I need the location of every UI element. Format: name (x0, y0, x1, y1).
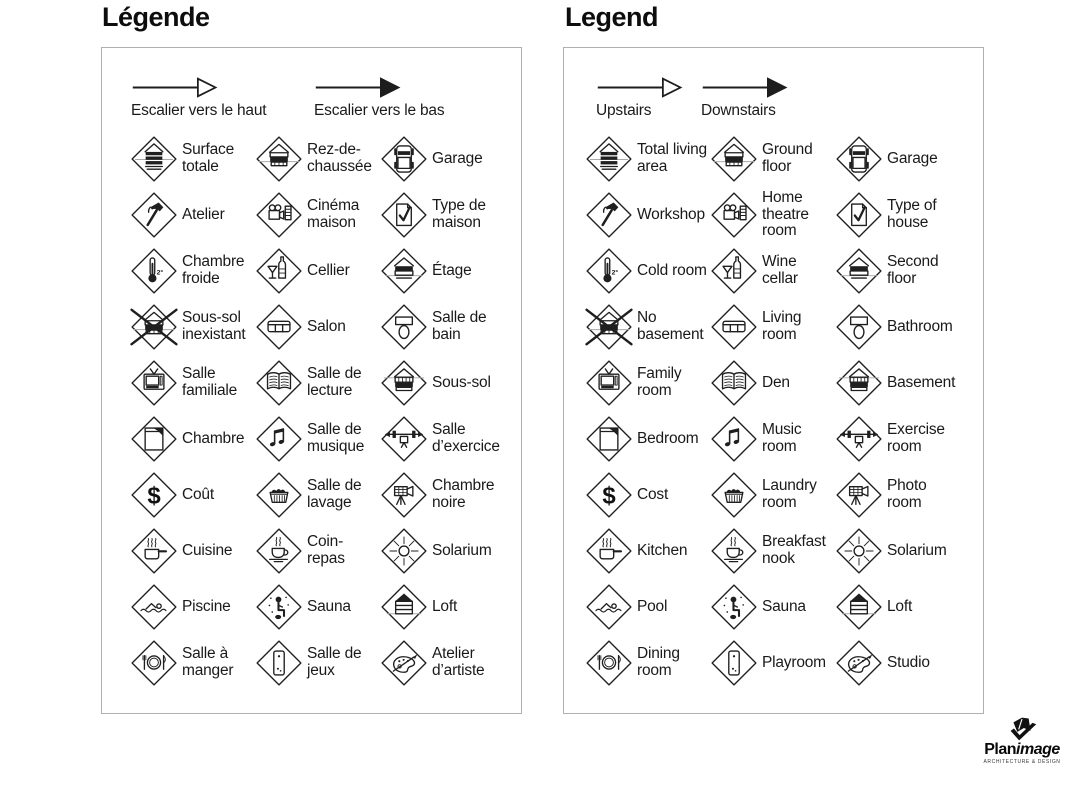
legend-item-label: No basement (637, 309, 704, 343)
arrow-up-icon (596, 76, 684, 99)
type-of-house-icon (834, 190, 884, 240)
legend-item-label: Loft (887, 597, 913, 615)
legend-item-basement (379, 358, 504, 408)
legend-item-label: Cellier (307, 261, 350, 279)
legend-item-wine-cellar (709, 246, 834, 296)
arrow-down-icon (701, 76, 789, 99)
legend-item-label: Salle de lavage (307, 477, 362, 511)
legend-item-label: Cuisine (182, 541, 233, 559)
legend-item-bathroom (834, 302, 959, 352)
total-living-area-icon (584, 134, 634, 184)
legend-item-home-theatre (709, 190, 834, 240)
legend-item-breakfast-nook (254, 526, 379, 576)
legend-item-label: Second floor (887, 253, 939, 287)
stairs-down-label: Escalier vers le bas (314, 102, 445, 119)
second-floor-icon (379, 246, 429, 296)
legend-item-label: Ground floor (762, 141, 813, 175)
legend-item-playroom (709, 638, 834, 688)
family-room-icon (584, 358, 634, 408)
type-of-house-icon (379, 190, 429, 240)
solarium-icon (834, 526, 884, 576)
legend-item-photo-room (379, 470, 504, 520)
legend-item-label: Coin-repas (307, 533, 345, 567)
stairs-down-arrow (314, 76, 444, 120)
legend-item-label: Salle familiale (182, 365, 238, 399)
second-floor-icon (834, 246, 884, 296)
stairs-up-arrow (596, 76, 684, 120)
legend-panel-french (101, 47, 522, 714)
legend-item-exercise-room (834, 414, 959, 464)
planimage-logo-icon (1003, 714, 1041, 744)
legend-item-label: Salle à manger (182, 645, 234, 679)
kitchen-icon (129, 526, 179, 576)
legend-item-studio (379, 638, 504, 688)
legend-item-label: Pool (637, 597, 668, 615)
legend-item-family-room (129, 358, 254, 408)
legend-item-label: Photo room (887, 477, 927, 511)
living-room-icon (254, 302, 304, 352)
bedroom-icon (584, 414, 634, 464)
sauna-icon (254, 582, 304, 632)
legend-grid-french (129, 131, 504, 691)
svg-text:$: $ (602, 482, 616, 510)
legend-item-label: Wine cellar (762, 253, 798, 287)
stairs-up-label: Escalier vers le haut (131, 102, 267, 119)
legend-item-ground-floor (709, 134, 834, 184)
legend-item-kitchen (584, 526, 709, 576)
legend-item-label: Salle de bain (432, 309, 487, 343)
legend-item-label: Music room (762, 421, 802, 455)
legend-item-label: Loft (432, 597, 458, 615)
legend-item-cost (584, 470, 709, 520)
legend-item-label: Chambre (182, 429, 245, 447)
legend-item-family-room (584, 358, 709, 408)
den-icon (709, 358, 759, 408)
pool-icon (129, 582, 179, 632)
legend-item-sauna (254, 582, 379, 632)
legend-item-wine-cellar (254, 246, 379, 296)
legend-item-label: Living room (762, 309, 802, 343)
legend-item-label: Exercise room (887, 421, 945, 455)
legend-item-label: Coût (182, 485, 214, 503)
pool-icon (584, 582, 634, 632)
svg-text:2°: 2° (611, 269, 619, 277)
legend-item-label: Home theatre room (762, 188, 809, 240)
dining-room-icon (129, 638, 179, 688)
stairs-up-arrow (131, 76, 266, 120)
legend-item-label: Solarium (432, 541, 492, 559)
legend-item-label: Sauna (307, 597, 351, 615)
workshop-icon (129, 190, 179, 240)
legend-item-label: Studio (887, 653, 930, 671)
legend-item-garage (379, 134, 504, 184)
loft-icon (834, 582, 884, 632)
playroom-icon (709, 638, 759, 688)
music-room-icon (254, 414, 304, 464)
legend-item-label: Rez-de-chaussée (307, 141, 372, 175)
legend-item-label: Cold room (637, 261, 707, 279)
no-basement-icon (129, 302, 179, 352)
legend-item-pool (584, 582, 709, 632)
wine-cellar-icon (254, 246, 304, 296)
stairs-down-arrow (701, 76, 789, 120)
legend-item-label: Basement (887, 373, 956, 391)
exercise-room-icon (834, 414, 884, 464)
kitchen-icon (584, 526, 634, 576)
legend-item-label: Bathroom (887, 317, 953, 335)
legend-item-kitchen (129, 526, 254, 576)
legend-item-label: Chambre froide (182, 253, 245, 287)
legend-item-label: Surface totale (182, 141, 235, 175)
legend-item-second-floor (379, 246, 504, 296)
loft-icon (379, 582, 429, 632)
legend-item-label: Sous-sol (432, 373, 491, 391)
legend-item-label: Den (762, 373, 790, 391)
playroom-icon (254, 638, 304, 688)
legend-item-label: Piscine (182, 597, 231, 615)
legend-item-sauna (709, 582, 834, 632)
home-theatre-icon (254, 190, 304, 240)
legend-item-loft (379, 582, 504, 632)
legend-item-dining-room (129, 638, 254, 688)
legend-item-photo-room (834, 470, 959, 520)
legend-item-den (254, 358, 379, 408)
legend-item-basement (834, 358, 959, 408)
legend-item-cost (129, 470, 254, 520)
studio-icon (834, 638, 884, 688)
legend-item-label: Kitchen (637, 541, 688, 559)
photo-room-icon (379, 470, 429, 520)
cold-room-icon (129, 246, 179, 296)
legend-item-label: Breakfast nook (762, 533, 826, 567)
legend-item-pool (129, 582, 254, 632)
legend-item-breakfast-nook (709, 526, 834, 576)
bathroom-icon (379, 302, 429, 352)
legend-item-type-of-house (834, 190, 959, 240)
breakfast-nook-icon (709, 526, 759, 576)
legend-item-label: Cinéma maison (307, 197, 360, 231)
legend-item-exercise-room (379, 414, 504, 464)
legend-item-solarium (379, 526, 504, 576)
legend-item-label: Cost (637, 485, 669, 503)
legend-item-cold-room (129, 246, 254, 296)
dining-room-icon (584, 638, 634, 688)
legend-item-label: Salon (307, 317, 346, 335)
music-room-icon (709, 414, 759, 464)
legend-item-workshop (584, 190, 709, 240)
legend-item-label: Laundry room (762, 477, 817, 511)
legend-item-home-theatre (254, 190, 379, 240)
svg-text:2°: 2° (156, 269, 164, 277)
legend-item-label: Atelier d’artiste (432, 645, 485, 679)
legend-item-music-room (254, 414, 379, 464)
arrow-up-icon (131, 76, 219, 99)
legend-item-bedroom (129, 414, 254, 464)
legend-item-label: Chambre noire (432, 477, 495, 511)
legend-item-bedroom (584, 414, 709, 464)
svg-text:$: $ (147, 482, 161, 510)
stairs-down-label: Downstairs (701, 102, 776, 119)
legend-item-label: Family room (637, 365, 682, 399)
legend-item-label: Étage (432, 261, 472, 279)
legend-item-playroom (254, 638, 379, 688)
legend-item-label: Garage (887, 149, 938, 167)
laundry-room-icon (709, 470, 759, 520)
studio-icon (379, 638, 429, 688)
planimage-tagline: ARCHITECTURE & DESIGN (983, 759, 1061, 765)
breakfast-nook-icon (254, 526, 304, 576)
legend-item-laundry-room (709, 470, 834, 520)
stairs-up-label: Upstairs (596, 102, 652, 119)
legend-item-label: Type de maison (432, 197, 486, 231)
legend-item-type-of-house (379, 190, 504, 240)
legend-item-studio (834, 638, 959, 688)
legend-item-label: Sauna (762, 597, 806, 615)
arrow-down-icon (314, 76, 402, 99)
legend-item-label: Total living area (637, 141, 707, 175)
laundry-room-icon (254, 470, 304, 520)
legend-item-workshop (129, 190, 254, 240)
wine-cellar-icon (709, 246, 759, 296)
legend-panel-english (563, 47, 984, 714)
planimage-logo (972, 714, 1072, 765)
bedroom-icon (129, 414, 179, 464)
legend-item-label: Dining room (637, 645, 680, 679)
exercise-room-icon (379, 414, 429, 464)
basement-icon (834, 358, 884, 408)
basement-icon (379, 358, 429, 408)
solarium-icon (379, 526, 429, 576)
home-theatre-icon (709, 190, 759, 240)
legend-item-label: Type of house (887, 197, 937, 231)
cold-room-icon (584, 246, 634, 296)
legend-item-ground-floor (254, 134, 379, 184)
legend-item-total-living-area (584, 134, 709, 184)
garage-icon (834, 134, 884, 184)
legend-item-label: Atelier (182, 205, 225, 223)
legend-item-bathroom (379, 302, 504, 352)
legend-item-label: Salle de lecture (307, 365, 362, 399)
legend-item-living-room (709, 302, 834, 352)
legend-item-label: Bedroom (637, 429, 699, 447)
legend-item-label: Solarium (887, 541, 947, 559)
legend-item-label: Playroom (762, 653, 826, 671)
legend-item-second-floor (834, 246, 959, 296)
legend-item-den (709, 358, 834, 408)
sauna-icon (709, 582, 759, 632)
den-icon (254, 358, 304, 408)
living-room-icon (709, 302, 759, 352)
photo-room-icon (834, 470, 884, 520)
legend-item-dining-room (584, 638, 709, 688)
legend-item-label: Sous-sol inexistant (182, 309, 246, 343)
legend-grid-english (584, 131, 959, 691)
planimage-brand: Planimage (984, 741, 1060, 758)
legend-item-label: Workshop (637, 205, 705, 223)
garage-icon (379, 134, 429, 184)
legend-item-label: Salle d’exercice (432, 421, 500, 455)
legend-item-music-room (709, 414, 834, 464)
legend-item-solarium (834, 526, 959, 576)
legend-item-living-room (254, 302, 379, 352)
legend-item-no-basement (129, 302, 254, 352)
ground-floor-icon (709, 134, 759, 184)
legend-item-label: Salle de musique (307, 421, 365, 455)
legend-item-label: Salle de jeux (307, 645, 362, 679)
total-living-area-icon (129, 134, 179, 184)
page-title-french: Légende (102, 2, 210, 32)
page-title-english: Legend (565, 2, 659, 32)
no-basement-icon (584, 302, 634, 352)
family-room-icon (129, 358, 179, 408)
workshop-icon (584, 190, 634, 240)
legend-item-garage (834, 134, 959, 184)
legend-item-cold-room (584, 246, 709, 296)
legend-item-no-basement (584, 302, 709, 352)
legend-item-total-living-area (129, 134, 254, 184)
legend-item-loft (834, 582, 959, 632)
ground-floor-icon (254, 134, 304, 184)
cost-icon (584, 470, 634, 520)
bathroom-icon (834, 302, 884, 352)
legend-item-laundry-room (254, 470, 379, 520)
legend-item-label: Garage (432, 149, 483, 167)
cost-icon (129, 470, 179, 520)
